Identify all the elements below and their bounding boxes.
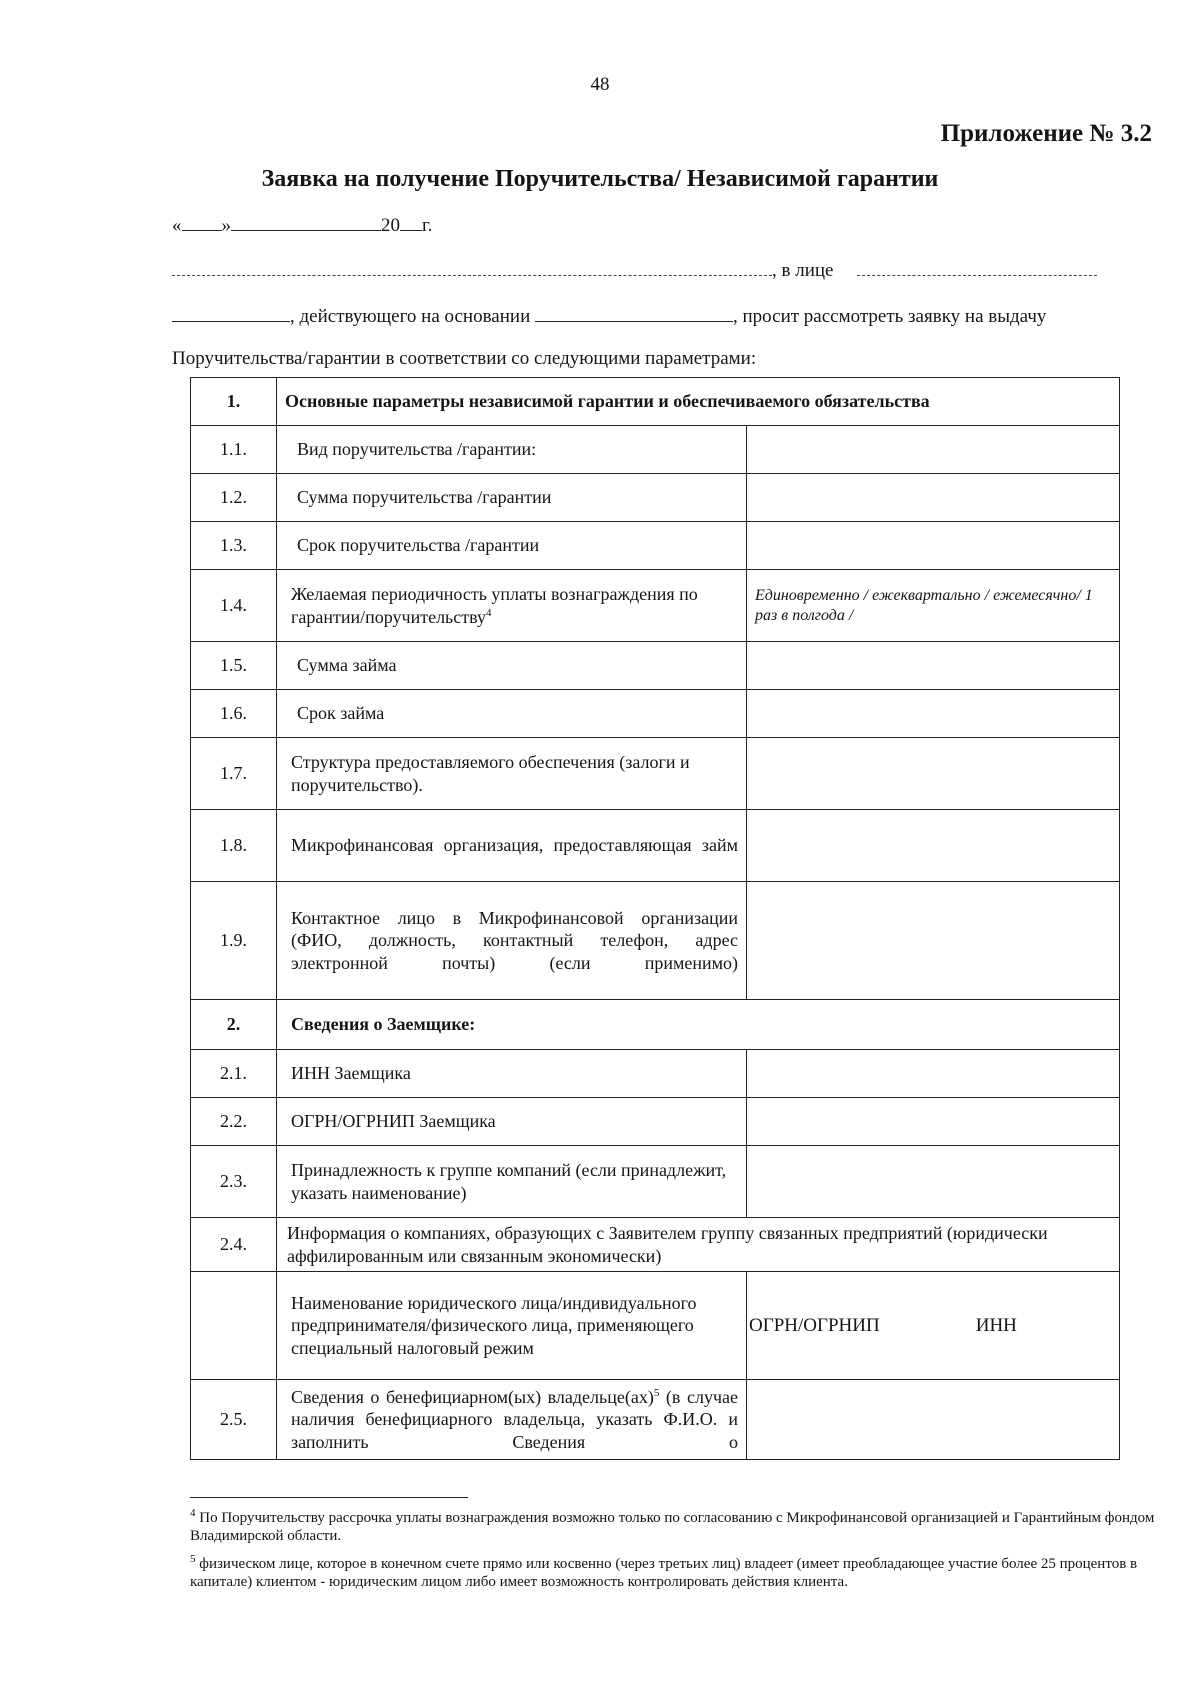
footnote-divider: [190, 1497, 468, 1498]
table-row: [191, 1050, 1120, 1098]
basis-text: , действующего на основании: [290, 306, 531, 327]
row-number: 1.8.: [191, 810, 277, 882]
table-row: [191, 1098, 1120, 1146]
row-number: 2.1.: [191, 1050, 277, 1098]
row-label: Вид поручительства /гарантии:: [277, 426, 747, 474]
footnote-5: [190, 1553, 1158, 1591]
footnote-ref-4: 4: [486, 606, 492, 619]
date-close-quote: »: [221, 215, 231, 236]
day-field[interactable]: [182, 214, 222, 231]
footnote-4-mark: 4: [190, 1507, 196, 1519]
footnote-5-mark: 5: [190, 1553, 196, 1565]
row-number: 1.9.: [191, 882, 277, 1000]
row-number: 1.1.: [191, 426, 277, 474]
borrower-ogrn-field[interactable]: [747, 1098, 1120, 1146]
table-row: [191, 738, 1120, 810]
applicant-line: [172, 260, 1097, 282]
section-2-title: Сведения о Заемщике:: [277, 1000, 1120, 1050]
in-person-text: , в лице: [772, 260, 834, 281]
row-number: 1.5.: [191, 642, 277, 690]
footnote-5-text: физическом лице, которое в конечном счете прямо или косвенно (через третьих лиц) владеет (имеет преобладающее участие более 25 процентов в капитале) клиентом - юридическим лицом либо имеет возможность контролировать действия клиента.: [190, 1556, 1138, 1590]
row-label: Сумма займа: [277, 642, 747, 690]
related-companies-text: Информация о компаниях, образующих с Заявителем группу связанных предприятий (юридически аффилированным или связанным экономически): [277, 1218, 1120, 1272]
section-1-title: Основные параметры независимой гарантии и обеспечиваемого обязательства: [277, 378, 1120, 426]
borrower-inn-field[interactable]: [747, 1050, 1120, 1098]
row-label: Сумма поручительства /гарантии: [277, 474, 747, 522]
row-number: 1.6.: [191, 690, 277, 738]
representative-field[interactable]: [857, 261, 1097, 276]
loan-term-field[interactable]: [747, 690, 1120, 738]
row-label: [277, 570, 747, 642]
mfo-contact-field[interactable]: [747, 882, 1120, 1000]
basis-field[interactable]: [535, 305, 733, 322]
table-row: [191, 642, 1120, 690]
appendix-label: Приложение № 3.2: [940, 120, 1152, 147]
row-label: Микрофинансовая организация, предоставляющая займ: [277, 810, 747, 882]
row-label: Срок поручительства /гарантии: [277, 522, 747, 570]
beneficiary-field[interactable]: [747, 1380, 1120, 1460]
loan-amount-field[interactable]: [747, 642, 1120, 690]
row-label-text: Желаемая периодичность уплаты вознаграждения по гарантии/поручительству: [291, 584, 698, 627]
row-number: 1.2.: [191, 474, 277, 522]
ogrn-column-header: ОГРН/ОГРНИП: [749, 1314, 880, 1336]
row-number: 1.4.: [191, 570, 277, 642]
month-field[interactable]: [231, 214, 381, 231]
request-text: , просит рассмотреть заявку на выдачу: [733, 306, 1047, 327]
footnote-4: [190, 1507, 1158, 1545]
table-row: [191, 690, 1120, 738]
parameters-table: [190, 377, 1120, 1460]
row-number: 1.7.: [191, 738, 277, 810]
related-name-header: Наименование юридического лица/индивидуального предпринимателя/физического лица, применяющего специальный налоговый режим: [277, 1272, 747, 1380]
form-title: Заявка на получение Поручительства/ Независимой гарантии: [261, 166, 939, 192]
guarantee-type-field[interactable]: [747, 426, 1120, 474]
year-suffix: г.: [422, 215, 433, 236]
row-number: 2.3.: [191, 1146, 277, 1218]
table-row: [191, 1380, 1120, 1460]
date-open-quote: «: [172, 215, 182, 236]
related-ids-header: [747, 1272, 1120, 1380]
row-number-empty: [191, 1272, 277, 1380]
date-line: [172, 214, 432, 237]
row-label: Структура предоставляемого обеспечения (залоги и поручительство).: [277, 738, 747, 810]
table-row: [191, 522, 1120, 570]
related-companies-header-row: [191, 1272, 1120, 1380]
row-label: [277, 1380, 747, 1460]
table-row: [191, 570, 1120, 642]
row-label: ОГРН/ОГРНИП Заемщика: [277, 1098, 747, 1146]
basis-line: [172, 305, 1046, 328]
page-number: 48: [590, 74, 610, 95]
payment-frequency-field[interactable]: Единовременно / ежеквартально / ежемесячно/ 1 раз в полгода /: [747, 570, 1120, 642]
row-label: ИНН Заемщика: [277, 1050, 747, 1098]
table-row: [191, 810, 1120, 882]
section-1-number: 1.: [191, 378, 277, 426]
guarantee-amount-field[interactable]: [747, 474, 1120, 522]
table-row: [191, 1146, 1120, 1218]
row-number: 1.3.: [191, 522, 277, 570]
table-row: [191, 426, 1120, 474]
row-label: Срок займа: [277, 690, 747, 738]
section-1-header: [191, 378, 1120, 426]
row-number: 2.5.: [191, 1380, 277, 1460]
section-2-number: 2.: [191, 1000, 277, 1050]
beneficiary-label-a: Сведения о бенефициарном(ых) владельце(ах): [291, 1386, 654, 1407]
footnote-ref-5: 5: [653, 1386, 660, 1399]
mfo-name-field[interactable]: [747, 810, 1120, 882]
group-membership-field[interactable]: [747, 1146, 1120, 1218]
table-row: [191, 882, 1120, 1000]
applicant-name-field[interactable]: [172, 261, 772, 276]
collateral-structure-field[interactable]: [747, 738, 1120, 810]
position-field[interactable]: [172, 305, 290, 322]
footnote-4-text: По Поручительству рассрочка уплаты вознаграждения возможно только по согласованию с Микрофинансовой организацией и Гарантийным фондом Владимирской области.: [190, 1510, 1155, 1544]
year-field[interactable]: [400, 214, 422, 231]
row-label: Принадлежность к группе компаний (если принадлежит, указать наименование): [277, 1146, 747, 1218]
table-row: [191, 474, 1120, 522]
year-prefix: 20: [381, 215, 400, 236]
row-number: 2.4.: [191, 1218, 277, 1272]
intro-text: Поручительства/гарантии в соответствии со следующими параметрами:: [172, 348, 757, 369]
row-label: Контактное лицо в Микрофинансовой организации (ФИО, должность, контактный телефон, адрес электронной почты) (если применимо): [277, 882, 747, 1000]
guarantee-term-field[interactable]: [747, 522, 1120, 570]
beneficiary-label-b: (в случае наличия бенефициарного владельца, указать Ф.И.О. и заполнить Сведения о: [291, 1386, 738, 1452]
inn-column-header: ИНН: [975, 1314, 1017, 1336]
table-row: [191, 1218, 1120, 1272]
row-number: 2.2.: [191, 1098, 277, 1146]
section-2-header: [191, 1000, 1120, 1050]
